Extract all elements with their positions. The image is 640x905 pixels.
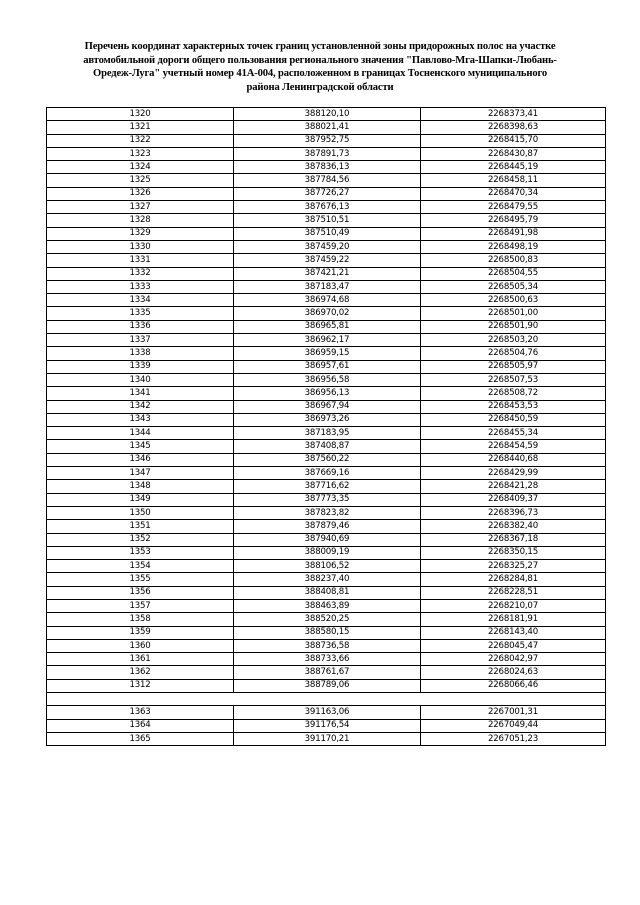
table-row	[47, 440, 606, 453]
y-coordinate-cell: 2268458,11	[421, 174, 606, 187]
x-coordinate-cell: 386956,58	[234, 373, 421, 386]
y-coordinate-cell: 2268455,34	[421, 427, 606, 440]
table-row	[47, 613, 606, 626]
x-coordinate-cell: 388408,81	[234, 586, 421, 599]
point-number-cell: 1336	[47, 320, 234, 333]
point-number-cell: 1347	[47, 467, 234, 480]
y-coordinate-cell: 2268024,63	[421, 666, 606, 679]
x-coordinate-cell: 388120,10	[234, 108, 421, 121]
point-number-cell: 1322	[47, 134, 234, 147]
coordinates-table	[46, 107, 606, 746]
x-coordinate-cell: 388237,40	[234, 573, 421, 586]
table-row	[47, 599, 606, 612]
y-coordinate-cell: 2268421,28	[421, 480, 606, 493]
x-coordinate-cell: 386959,15	[234, 347, 421, 360]
x-coordinate-cell: 387773,35	[234, 493, 421, 506]
x-coordinate-cell: 387183,95	[234, 427, 421, 440]
y-coordinate-cell: 2268454,59	[421, 440, 606, 453]
x-coordinate-cell: 387952,75	[234, 134, 421, 147]
point-number-cell: 1349	[47, 493, 234, 506]
y-coordinate-cell: 2267001,31	[421, 706, 606, 719]
point-number-cell: 1345	[47, 440, 234, 453]
y-coordinate-cell: 2268505,97	[421, 360, 606, 373]
x-coordinate-cell: 387891,73	[234, 147, 421, 160]
point-number-cell: 1338	[47, 347, 234, 360]
point-number-cell: 1358	[47, 613, 234, 626]
point-number-cell: 1327	[47, 201, 234, 214]
table-row	[47, 546, 606, 559]
table-row	[47, 307, 606, 320]
point-number-cell: 1360	[47, 639, 234, 652]
point-number-cell: 1359	[47, 626, 234, 639]
x-coordinate-cell: 386956,13	[234, 387, 421, 400]
y-coordinate-cell: 2268373,41	[421, 108, 606, 121]
y-coordinate-cell: 2268367,18	[421, 533, 606, 546]
table-row	[47, 334, 606, 347]
point-number-cell: 1312	[47, 679, 234, 692]
table-row	[47, 280, 606, 293]
x-coordinate-cell: 387510,51	[234, 214, 421, 227]
y-coordinate-cell: 2268501,00	[421, 307, 606, 320]
table-row	[47, 108, 606, 121]
table-row	[47, 639, 606, 652]
y-coordinate-cell: 2268396,73	[421, 506, 606, 519]
x-coordinate-cell: 387510,49	[234, 227, 421, 240]
table-row	[47, 732, 606, 745]
point-number-cell: 1346	[47, 453, 234, 466]
table-row	[47, 467, 606, 480]
y-coordinate-cell: 2267051,23	[421, 732, 606, 745]
table-row	[47, 161, 606, 174]
x-coordinate-cell: 387421,21	[234, 267, 421, 280]
y-coordinate-cell: 2268415,70	[421, 134, 606, 147]
table-row	[47, 533, 606, 546]
y-coordinate-cell: 2268503,20	[421, 334, 606, 347]
y-coordinate-cell: 2268042,97	[421, 653, 606, 666]
point-number-cell: 1339	[47, 360, 234, 373]
point-number-cell: 1351	[47, 520, 234, 533]
table-separator-row	[47, 693, 606, 706]
x-coordinate-cell: 391163,06	[234, 706, 421, 719]
point-number-cell: 1354	[47, 560, 234, 573]
y-coordinate-cell: 2268505,34	[421, 280, 606, 293]
title-line: Перечень координат характерных точек границ установленной зоны придорожных полос на участке	[84, 41, 556, 52]
x-coordinate-cell: 387408,87	[234, 440, 421, 453]
y-coordinate-cell: 2268429,99	[421, 467, 606, 480]
x-coordinate-cell: 387879,46	[234, 520, 421, 533]
point-number-cell: 1344	[47, 427, 234, 440]
y-coordinate-cell: 2268498,19	[421, 240, 606, 253]
point-number-cell: 1353	[47, 546, 234, 559]
point-number-cell: 1352	[47, 533, 234, 546]
y-coordinate-cell: 2268508,72	[421, 387, 606, 400]
table-row	[47, 174, 606, 187]
point-number-cell: 1363	[47, 706, 234, 719]
table-row	[47, 706, 606, 719]
table-row	[47, 560, 606, 573]
point-number-cell: 1341	[47, 387, 234, 400]
point-number-cell: 1328	[47, 214, 234, 227]
x-coordinate-cell: 387716,62	[234, 480, 421, 493]
table-row	[47, 719, 606, 732]
y-coordinate-cell: 2268479,55	[421, 201, 606, 214]
table-row	[47, 347, 606, 360]
y-coordinate-cell: 2268470,34	[421, 187, 606, 200]
x-coordinate-cell: 387669,16	[234, 467, 421, 480]
y-coordinate-cell: 2268491,98	[421, 227, 606, 240]
table-row	[47, 201, 606, 214]
point-number-cell: 1326	[47, 187, 234, 200]
point-number-cell: 1333	[47, 280, 234, 293]
point-number-cell: 1350	[47, 506, 234, 519]
y-coordinate-cell: 2268350,15	[421, 546, 606, 559]
point-number-cell: 1330	[47, 240, 234, 253]
x-coordinate-cell: 387459,22	[234, 254, 421, 267]
x-coordinate-cell: 388009,19	[234, 546, 421, 559]
point-number-cell: 1329	[47, 227, 234, 240]
document-title	[40, 40, 600, 94]
y-coordinate-cell: 2268228,51	[421, 586, 606, 599]
point-number-cell: 1357	[47, 599, 234, 612]
table-row	[47, 453, 606, 466]
y-coordinate-cell: 2268430,87	[421, 147, 606, 160]
x-coordinate-cell: 388761,67	[234, 666, 421, 679]
y-coordinate-cell: 2268504,76	[421, 347, 606, 360]
x-coordinate-cell: 391176,54	[234, 719, 421, 732]
point-number-cell: 1334	[47, 294, 234, 307]
point-number-cell: 1348	[47, 480, 234, 493]
y-coordinate-cell: 2268181,91	[421, 613, 606, 626]
y-coordinate-cell: 2268495,79	[421, 214, 606, 227]
table-row	[47, 214, 606, 227]
coordinates-table-body	[47, 108, 606, 746]
x-coordinate-cell: 391170,21	[234, 732, 421, 745]
title-line: автомобильной дороги общего пользования регионального значения "Павлово-Мга-Шапки-Любань-	[83, 54, 557, 66]
table-row	[47, 387, 606, 400]
table-row	[47, 267, 606, 280]
x-coordinate-cell: 388733,66	[234, 653, 421, 666]
title-line: Оредеж-Луга" учетный номер 41А-004, расположенном в границах Тосненского муниципального	[92, 68, 548, 80]
table-row	[47, 320, 606, 333]
table-row	[47, 653, 606, 666]
y-coordinate-cell: 2268453,53	[421, 400, 606, 413]
x-coordinate-cell: 388789,06	[234, 679, 421, 692]
table-row	[47, 254, 606, 267]
x-coordinate-cell: 387726,27	[234, 187, 421, 200]
point-number-cell: 1355	[47, 573, 234, 586]
point-number-cell: 1332	[47, 267, 234, 280]
y-coordinate-cell: 2268500,83	[421, 254, 606, 267]
table-row	[47, 134, 606, 147]
point-number-cell: 1362	[47, 666, 234, 679]
y-coordinate-cell: 2268501,90	[421, 320, 606, 333]
point-number-cell: 1335	[47, 307, 234, 320]
y-coordinate-cell: 2268284,81	[421, 573, 606, 586]
x-coordinate-cell: 388580,15	[234, 626, 421, 639]
table-row	[47, 573, 606, 586]
point-number-cell: 1325	[47, 174, 234, 187]
point-number-cell: 1324	[47, 161, 234, 174]
point-number-cell: 1323	[47, 147, 234, 160]
point-number-cell: 1331	[47, 254, 234, 267]
y-coordinate-cell: 2267049,44	[421, 719, 606, 732]
table-row	[47, 427, 606, 440]
point-number-cell: 1364	[47, 719, 234, 732]
x-coordinate-cell: 386957,61	[234, 360, 421, 373]
x-coordinate-cell: 387560,22	[234, 453, 421, 466]
y-coordinate-cell: 2268409,37	[421, 493, 606, 506]
point-number-cell: 1342	[47, 400, 234, 413]
y-coordinate-cell: 2268398,63	[421, 121, 606, 134]
table-row	[47, 679, 606, 692]
x-coordinate-cell: 388463,89	[234, 599, 421, 612]
y-coordinate-cell: 2268045,47	[421, 639, 606, 652]
table-row	[47, 187, 606, 200]
y-coordinate-cell: 2268440,68	[421, 453, 606, 466]
table-row	[47, 506, 606, 519]
point-number-cell: 1343	[47, 413, 234, 426]
x-coordinate-cell: 386973,26	[234, 413, 421, 426]
table-row	[47, 227, 606, 240]
separator-cell	[47, 693, 606, 706]
table-row	[47, 360, 606, 373]
x-coordinate-cell: 386974,68	[234, 294, 421, 307]
y-coordinate-cell: 2268210,07	[421, 599, 606, 612]
y-coordinate-cell: 2268066,46	[421, 679, 606, 692]
table-row	[47, 400, 606, 413]
x-coordinate-cell: 386962,17	[234, 334, 421, 347]
table-row	[47, 493, 606, 506]
y-coordinate-cell: 2268143,40	[421, 626, 606, 639]
x-coordinate-cell: 388106,52	[234, 560, 421, 573]
table-row	[47, 147, 606, 160]
point-number-cell: 1320	[47, 108, 234, 121]
point-number-cell: 1356	[47, 586, 234, 599]
y-coordinate-cell: 2268325,27	[421, 560, 606, 573]
point-number-cell: 1340	[47, 373, 234, 386]
x-coordinate-cell: 387459,20	[234, 240, 421, 253]
x-coordinate-cell: 386970,02	[234, 307, 421, 320]
y-coordinate-cell: 2268445,19	[421, 161, 606, 174]
point-number-cell: 1321	[47, 121, 234, 134]
x-coordinate-cell: 387836,13	[234, 161, 421, 174]
table-row	[47, 520, 606, 533]
x-coordinate-cell: 386965,81	[234, 320, 421, 333]
table-row	[47, 626, 606, 639]
table-row	[47, 480, 606, 493]
table-row	[47, 373, 606, 386]
y-coordinate-cell: 2268450,59	[421, 413, 606, 426]
x-coordinate-cell: 386967,94	[234, 400, 421, 413]
table-row	[47, 666, 606, 679]
x-coordinate-cell: 388736,58	[234, 639, 421, 652]
x-coordinate-cell: 388520,25	[234, 613, 421, 626]
x-coordinate-cell: 388021,41	[234, 121, 421, 134]
table-row	[47, 413, 606, 426]
x-coordinate-cell: 387823,82	[234, 506, 421, 519]
x-coordinate-cell: 387676,13	[234, 201, 421, 214]
y-coordinate-cell: 2268504,55	[421, 267, 606, 280]
y-coordinate-cell: 2268382,40	[421, 520, 606, 533]
point-number-cell: 1365	[47, 732, 234, 745]
table-row	[47, 240, 606, 253]
table-row	[47, 294, 606, 307]
title-line: района Ленинградской области	[246, 81, 394, 93]
table-row	[47, 586, 606, 599]
table-row	[47, 121, 606, 134]
x-coordinate-cell: 387940,69	[234, 533, 421, 546]
y-coordinate-cell: 2268507,53	[421, 373, 606, 386]
x-coordinate-cell: 387183,47	[234, 280, 421, 293]
x-coordinate-cell: 387784,56	[234, 174, 421, 187]
y-coordinate-cell: 2268500,63	[421, 294, 606, 307]
point-number-cell: 1337	[47, 334, 234, 347]
point-number-cell: 1361	[47, 653, 234, 666]
